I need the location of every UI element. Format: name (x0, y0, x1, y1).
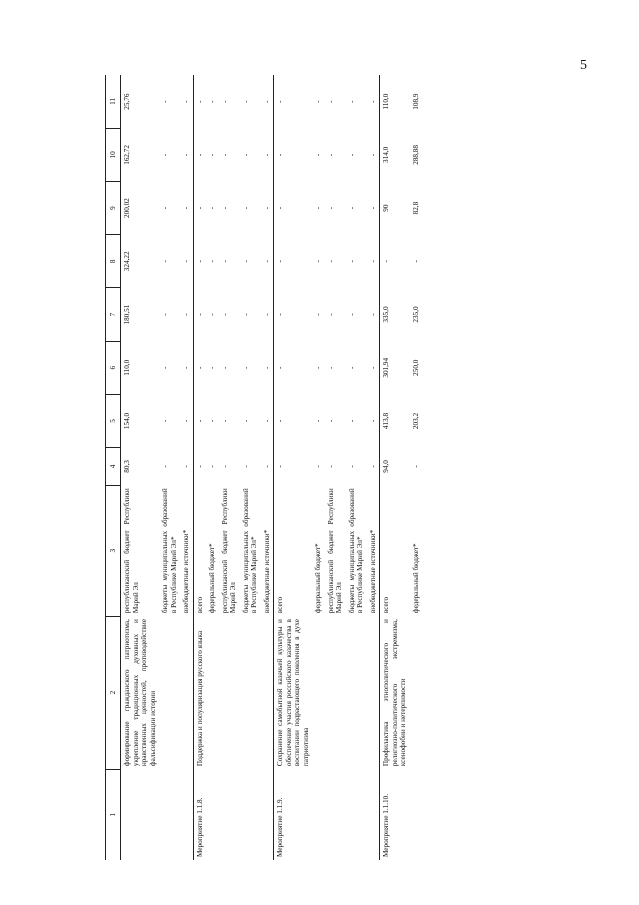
description-cell (206, 616, 218, 769)
measure-cell (410, 769, 422, 860)
value-cell: - (368, 153, 377, 157)
value-cell: - (161, 313, 170, 316)
table-row (325, 75, 346, 860)
value-cell: 200,02 (123, 198, 132, 218)
value-cell: - (262, 100, 271, 103)
value-cell: - (193, 288, 206, 341)
value-cell: - (347, 206, 356, 210)
header-cell: 4 (106, 448, 121, 486)
value-cell: - (193, 181, 206, 234)
value-cell: - (220, 153, 229, 157)
value-cell: - (241, 100, 250, 103)
value-cell: - (161, 465, 170, 468)
value-cell: - (241, 206, 250, 210)
value-cell: - (314, 313, 323, 316)
value-cell: - (262, 465, 271, 468)
value-cell: - (161, 206, 170, 210)
value-cell: - (161, 366, 170, 369)
header-cell: 6 (106, 341, 121, 394)
source-cell: всего (274, 485, 312, 616)
value-cell: - (314, 419, 323, 423)
description-cell: формирование гражданского патриотизма, укрепление традиционных духовных и нравственных ценностей, противодействие фальсификации истории (123, 619, 157, 767)
value-cell: - (347, 419, 356, 423)
description-cell (367, 616, 380, 769)
value-cell: 108,9 (411, 93, 420, 110)
header-cell: 9 (106, 181, 121, 234)
source-cell: федеральный бюджет* (208, 543, 217, 614)
value-cell: - (262, 260, 271, 263)
description-cell (346, 616, 367, 769)
table-row (193, 75, 206, 860)
header-cell: 7 (106, 288, 121, 341)
value-cell: - (220, 260, 229, 263)
value-cell: - (274, 181, 312, 234)
value-cell: 413,8 (380, 394, 410, 447)
description-cell: Профилактика этнополитического и религиозно-политического экстремизма, ксенофобии и нетерпимости (380, 616, 410, 769)
value-cell: - (182, 260, 191, 263)
value-cell: - (220, 465, 229, 468)
value-cell: - (182, 465, 191, 468)
source-cell: бюджеты муниципальных образований в Республике Марий Эл* (161, 488, 178, 614)
value-cell: - (182, 206, 191, 210)
value-cell: 335,0 (380, 288, 410, 341)
value-cell: - (208, 313, 217, 316)
source-cell: республиканский бюджет Республики Марий Эл (326, 488, 344, 614)
value-cell: - (347, 153, 356, 157)
value-cell: 94,0 (380, 448, 410, 486)
measure-cell: Мероприятие 1.1.8. (193, 769, 206, 860)
description-cell (325, 616, 346, 769)
value-cell: - (274, 448, 312, 486)
value-cell: - (326, 206, 335, 210)
value-cell: - (314, 206, 323, 210)
header-cell: 10 (106, 128, 121, 181)
value-cell: - (182, 419, 191, 423)
value-cell: - (326, 100, 335, 103)
description-cell (312, 616, 324, 769)
value-cell: - (347, 313, 356, 316)
measure-cell (325, 769, 346, 860)
value-cell: - (220, 313, 229, 316)
value-cell: - (161, 419, 170, 423)
value-cell: - (314, 366, 323, 369)
measure-cell (312, 769, 324, 860)
source-cell: бюджеты муниципальных образований в Республике Марий Эл* (241, 488, 259, 614)
source-cell: федеральный бюджет* (411, 543, 420, 614)
value-cell: - (182, 313, 191, 316)
value-cell: - (262, 419, 271, 423)
value-cell: 314,0 (380, 128, 410, 181)
source-cell: внебюджетные источники* (262, 529, 271, 614)
measure-cell (159, 769, 180, 860)
table-row (261, 75, 274, 860)
value-cell: - (241, 153, 250, 157)
value-cell: - (208, 465, 217, 468)
value-cell: - (411, 465, 420, 468)
table-row (121, 75, 159, 860)
value-cell: - (241, 465, 250, 468)
table-row (380, 75, 410, 860)
value-cell: - (274, 394, 312, 447)
value-cell: - (193, 448, 206, 486)
value-cell: - (220, 100, 229, 103)
description-cell (261, 616, 274, 769)
value-cell: 180,51 (123, 304, 132, 325)
value-cell: - (193, 341, 206, 394)
description-cell (410, 616, 422, 769)
value-cell: - (208, 153, 217, 157)
value-cell: - (368, 465, 377, 468)
value-cell: - (182, 100, 191, 103)
value-cell: - (380, 235, 410, 288)
value-cell: - (241, 313, 250, 316)
description-cell (240, 616, 261, 769)
value-cell: - (368, 419, 377, 423)
value-cell: 235,0 (411, 306, 420, 323)
value-cell: - (208, 100, 217, 103)
value-cell: - (193, 394, 206, 447)
table-row (206, 75, 218, 860)
value-cell: - (220, 366, 229, 369)
table-row (274, 75, 312, 860)
value-cell: - (326, 260, 335, 263)
value-cell: - (274, 288, 312, 341)
value-cell: - (314, 260, 323, 263)
source-cell: всего (193, 485, 206, 616)
value-cell: - (347, 100, 356, 103)
value-cell: - (274, 128, 312, 181)
value-cell: - (314, 465, 323, 468)
value-cell: - (161, 100, 170, 103)
measure-cell: Мероприятие 1.1.9. (274, 769, 312, 860)
description-cell: Сохранение самобытной казачьей культуры и обеспечение участия российского казачества в воспитании подрастающего поколения в духе патриотизма (274, 616, 312, 769)
value-cell: - (314, 100, 323, 103)
value-cell: - (326, 465, 335, 468)
table-row (180, 75, 193, 860)
value-cell: - (274, 75, 312, 128)
value-cell: 154,0 (123, 412, 132, 430)
value-cell: - (368, 100, 377, 103)
measure-cell (261, 769, 274, 860)
value-cell: 301,94 (380, 341, 410, 394)
value-cell: - (368, 206, 377, 210)
header-cell: 3 (106, 485, 121, 616)
measure-cell (240, 769, 261, 860)
value-cell: 203,2 (411, 412, 420, 430)
value-cell: - (368, 313, 377, 316)
value-cell: - (241, 419, 250, 423)
value-cell: - (193, 235, 206, 288)
source-cell: республиканский бюджет Республики Марий Эл (220, 488, 238, 614)
value-cell: - (208, 419, 217, 423)
source-cell: внебюджетные источники* (368, 529, 377, 614)
value-cell: - (220, 419, 229, 423)
value-cell: - (161, 153, 170, 157)
value-cell: 82,8 (411, 201, 420, 215)
value-cell: 250,0 (411, 359, 420, 376)
value-cell: - (274, 235, 312, 288)
header-cell: 11 (106, 75, 121, 128)
value-cell: - (220, 206, 229, 210)
value-cell: - (208, 366, 217, 369)
value-cell: - (262, 313, 271, 316)
source-cell: республиканский бюджет Республики Марий Эл (123, 488, 140, 614)
header-cell: 5 (106, 394, 121, 447)
header-cell: 8 (106, 235, 121, 288)
value-cell: - (161, 260, 170, 263)
value-cell: - (347, 366, 356, 369)
measure-cell (219, 769, 240, 860)
description-cell (180, 616, 193, 769)
value-cell: 90 (380, 181, 410, 234)
table-row (367, 75, 380, 860)
value-cell: - (326, 366, 335, 369)
value-cell: - (241, 366, 250, 369)
value-cell: - (193, 75, 206, 128)
table-row (240, 75, 261, 860)
value-cell: - (182, 366, 191, 369)
description-cell (219, 616, 240, 769)
value-cell: - (262, 206, 271, 210)
value-cell: - (326, 313, 335, 316)
value-cell: 162,72 (123, 145, 132, 165)
table-row (219, 75, 240, 860)
value-cell: - (314, 153, 323, 157)
value-cell: - (274, 341, 312, 394)
measure-cell: Мероприятие 1.1.10. (380, 769, 410, 860)
value-cell: - (208, 260, 217, 263)
value-cell: 110,0 (123, 359, 132, 376)
measure-cell (180, 769, 193, 860)
value-cell: 80,3 (123, 460, 132, 473)
value-cell: - (368, 366, 377, 369)
source-cell: бюджеты муниципальных образований в Республике Марий Эл* (347, 488, 365, 614)
measure-cell (346, 769, 367, 860)
measure-cell (367, 769, 380, 860)
rotated-table-container (105, 75, 525, 860)
page-number: 5 (580, 58, 587, 73)
value-cell: - (262, 153, 271, 157)
value-cell: - (347, 260, 356, 263)
value-cell: - (262, 366, 271, 369)
value-cell: - (326, 153, 335, 157)
value-cell: 110,0 (380, 75, 410, 128)
value-cell: - (368, 260, 377, 263)
value-cell: - (411, 260, 420, 263)
header-cell: 2 (106, 616, 121, 769)
measure-cell (121, 769, 159, 860)
table-row (410, 75, 422, 860)
description-cell (159, 616, 180, 769)
value-cell: 324,22 (123, 251, 132, 272)
table-row (159, 75, 180, 860)
value-cell: - (208, 206, 217, 210)
value-cell: - (182, 153, 191, 157)
budget-table (105, 75, 422, 860)
header-cell: 1 (106, 769, 121, 860)
value-cell: - (347, 465, 356, 468)
measure-cell (206, 769, 218, 860)
source-cell: федеральный бюджет* (314, 543, 323, 614)
table-row (312, 75, 324, 860)
value-cell: 288,88 (411, 145, 420, 165)
description-cell: Поддержка и популяризация русского языка (193, 616, 206, 769)
source-cell: внебюджетные источники* (182, 529, 191, 614)
header-row (106, 75, 121, 860)
value-cell: - (241, 260, 250, 263)
table-row (346, 75, 367, 860)
value-cell: - (193, 128, 206, 181)
table-body (121, 75, 422, 860)
value-cell: 25,76 (123, 93, 132, 110)
value-cell: - (326, 419, 335, 423)
source-cell: всего (380, 485, 410, 616)
